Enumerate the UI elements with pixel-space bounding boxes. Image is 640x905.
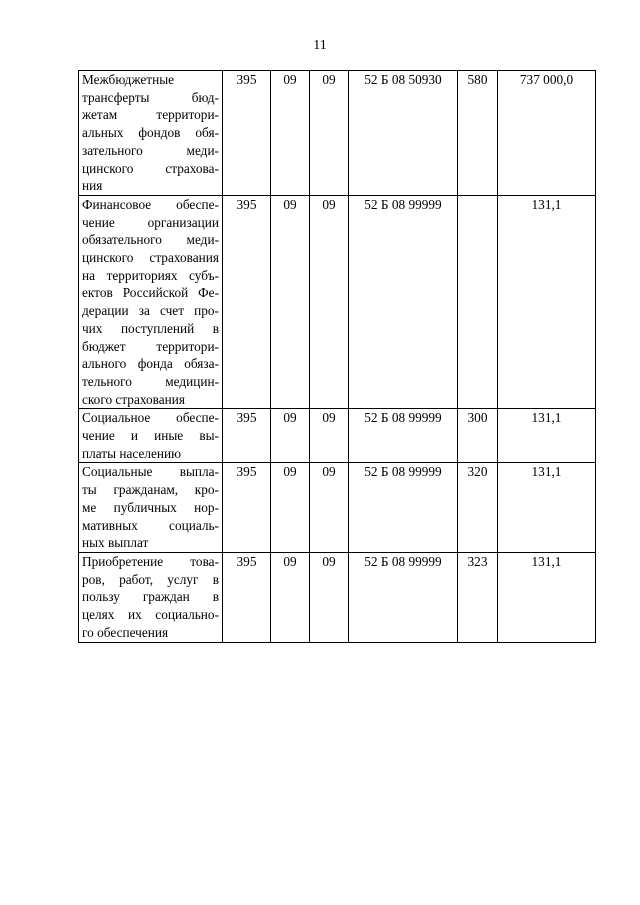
expense-name-line: го обеспечения <box>82 624 169 640</box>
expense-type-cell: 320 <box>458 463 498 553</box>
target-article-cell: 52 Б 08 50930 <box>349 71 458 196</box>
amount-cell: 737 000,0 <box>498 71 596 196</box>
page-number: 11 <box>313 38 327 53</box>
expense-name-line: пользу граждан в <box>82 589 219 605</box>
expense-name-line: Приобретение това- <box>82 553 219 569</box>
expense-name-line: Финансовое обеспе- <box>82 196 219 212</box>
expense-name-line: цинского страхова- <box>82 160 219 176</box>
expense-name-line: бюджет территори- <box>82 338 219 354</box>
table-row <box>79 463 596 553</box>
table-row <box>79 71 596 196</box>
expense-name-line: чих поступлений в <box>82 320 219 336</box>
expense-name-line: чение организации <box>82 214 219 230</box>
table-row <box>79 409 596 463</box>
subsection-code-cell: 09 <box>310 552 349 642</box>
expense-name-line: ме публичных нор- <box>82 499 219 515</box>
budget-table <box>78 70 596 643</box>
section-code-cell: 09 <box>271 71 310 196</box>
ministry-code-cell: 395 <box>223 71 271 196</box>
expense-name-line: жетам территори- <box>82 107 219 123</box>
subsection-code-cell: 09 <box>310 409 349 463</box>
expense-name-line: альных фондов обя- <box>82 125 219 141</box>
expense-name-line: дерации за счет про- <box>82 303 219 319</box>
amount-cell: 131,1 <box>498 409 596 463</box>
expense-name-cell <box>79 195 223 408</box>
amount-cell: 131,1 <box>498 552 596 642</box>
target-article-cell: 52 Б 08 99999 <box>349 552 458 642</box>
expense-name-cell <box>79 409 223 463</box>
expense-name-line: ров, работ, услуг в <box>82 571 219 587</box>
expense-name-line: целях их социально- <box>82 607 219 623</box>
table-row <box>79 552 596 642</box>
subsection-code-cell: 09 <box>310 71 349 196</box>
expense-type-cell <box>458 195 498 408</box>
expense-name-cell <box>79 71 223 196</box>
expense-name-line: на территориях субъ- <box>82 267 219 283</box>
expense-name-line: цинского страхования <box>82 250 219 266</box>
expense-name-line: ектов Российской Фе- <box>82 285 219 301</box>
expense-name-cell <box>79 552 223 642</box>
amount-cell: 131,1 <box>498 195 596 408</box>
ministry-code-cell: 395 <box>223 552 271 642</box>
section-code-cell: 09 <box>271 409 310 463</box>
expense-name-line: зательного меди- <box>82 142 219 158</box>
expense-name-line: Социальные выпла- <box>82 464 219 480</box>
expense-type-cell: 323 <box>458 552 498 642</box>
expense-name-line: тельного медицин- <box>82 373 219 389</box>
expense-name-line: мативных социаль- <box>82 517 219 533</box>
subsection-code-cell: 09 <box>310 463 349 553</box>
expense-name-line: Социальное обеспе- <box>82 410 219 426</box>
subsection-code-cell: 09 <box>310 195 349 408</box>
expense-name-line: ского страхования <box>82 391 185 407</box>
table-row <box>79 195 596 408</box>
target-article-cell: 52 Б 08 99999 <box>349 195 458 408</box>
expense-name-line: обязательного меди- <box>82 232 219 248</box>
expense-name-cell <box>79 463 223 553</box>
expense-name-line: платы населению <box>82 445 182 461</box>
expense-name-line: Межбюджетные <box>82 72 175 87</box>
expense-name-line: чение и иные вы- <box>82 428 219 444</box>
expense-name-line: ального фонда обяза- <box>82 356 219 372</box>
ministry-code-cell: 395 <box>223 195 271 408</box>
target-article-cell: 52 Б 08 99999 <box>349 409 458 463</box>
expense-name-line: ных выплат <box>82 535 149 551</box>
expense-type-cell: 580 <box>458 71 498 196</box>
section-code-cell: 09 <box>271 195 310 408</box>
ministry-code-cell: 395 <box>223 409 271 463</box>
target-article-cell: 52 Б 08 99999 <box>349 463 458 553</box>
section-code-cell: 09 <box>271 463 310 553</box>
expense-name-line: трансферты бюд- <box>82 89 219 105</box>
ministry-code-cell: 395 <box>223 463 271 553</box>
expense-name-line: ты гражданам, кро- <box>82 482 219 498</box>
budget-table-body <box>79 71 596 643</box>
amount-cell: 131,1 <box>498 463 596 553</box>
expense-type-cell: 300 <box>458 409 498 463</box>
section-code-cell: 09 <box>271 552 310 642</box>
expense-name-line: ния <box>82 178 103 194</box>
